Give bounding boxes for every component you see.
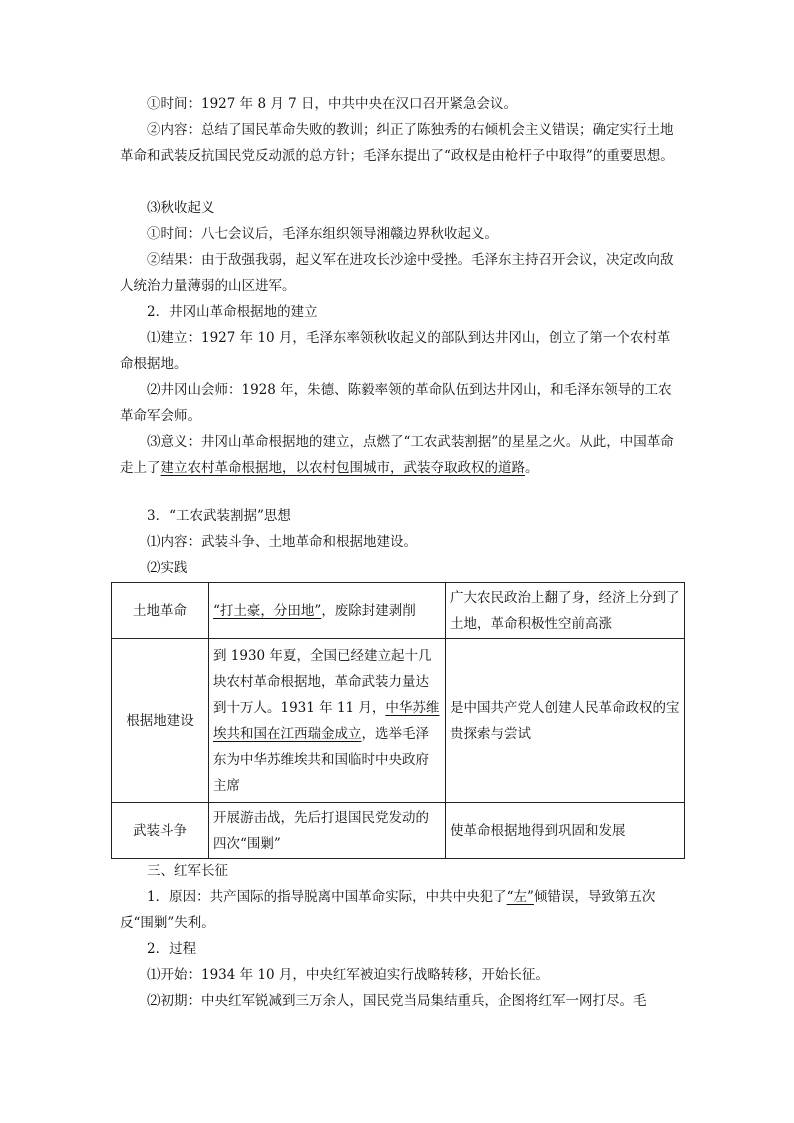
table-cell: 根据地建设 <box>112 639 209 803</box>
process-heading: 2．过程 <box>147 941 197 957</box>
table-cell: 是中国共产党人创建人民革命政权的宝贵探索与尝试 <box>446 639 685 803</box>
march-early-stage: ⑵初期：中央红军锐减到三万余人，国民党当局集结重兵，企图将红军一网打尽。毛 <box>147 993 647 1009</box>
march-cause <box>120 884 680 936</box>
cause-text: 1．原因：共产国际的指导脱离中国革命实际，中共中央犯了 <box>147 889 507 905</box>
base-significance <box>120 429 680 481</box>
table-cell: 使革命根据地得到巩固和发展 <box>446 803 685 859</box>
significance-underlined: 建立农村革命根据地，以农村包围城市，武装夺取政权的道路 <box>160 460 525 476</box>
uprising-time: ①时间：八七会议后，毛泽东组织领导湘赣边界秋收起义。 <box>147 226 498 242</box>
idea-content: ⑴内容：武装斗争、土地革命和根据地建设。 <box>147 534 417 550</box>
cause-end: 倾错误，导致第五次反“围剿”失利。 <box>120 889 656 931</box>
long-march-heading: 三、红军长征 <box>147 863 228 879</box>
uprising-result: ②结果：由于敌强我弱，起义军在进攻长沙途中受挫。毛泽东主持召开会议，决定改向敌人统治力量薄弱的山区进军。 <box>120 252 674 294</box>
section-3-heading: 3．“工农武装割据”思想 <box>147 508 291 524</box>
meeting-time: ①时间：1927 年 8 月 7 日，中共中央在汉口召开紧急会议。 <box>147 96 517 112</box>
jinggangshan-meeting: ⑵井冈山会师：1928 年，朱德、陈毅率领的革命队伍到达井冈山，和毛泽东领导的工农革命军会师。 <box>120 382 672 424</box>
table-cell-text: 到 1930 年夏，全国已经建立起十几块农村革命根据地，革命武装力量达到十万人。1931 年 11 月， <box>213 647 432 716</box>
practice-table <box>111 582 685 859</box>
march-start: ⑴开始：1934 年 10 月，中央红军被迫实行战略转移，开始长征。 <box>147 967 549 983</box>
table-row <box>112 803 685 859</box>
section-2-heading: 2．井冈山革命根据地的建立 <box>147 304 318 320</box>
table-cell-text: ，选举毛泽东为中华苏维埃共和国临时中央政府主席 <box>213 725 429 794</box>
table-cell <box>209 639 446 803</box>
cause-underlined: “左” <box>506 889 534 905</box>
meeting-content: ②内容：总结了国民革命失败的教训；纠正了陈独秀的右倾机会主义错误；确定实行土地革命和武装反抗国民党反动派的总方针；毛泽东提出了“政权是由枪杆子中取得”的重要思想。 <box>120 122 674 164</box>
practice-heading: ⑵实践 <box>147 560 188 576</box>
table-cell-text: ，废除封建剥削 <box>321 602 416 619</box>
table-cell <box>209 583 446 639</box>
table-cell-underlined: 中华苏维埃共和国在江西瑞金成立 <box>213 699 440 742</box>
base-establishment: ⑴建立：1927 年 10 月，毛泽东率领秋收起义的部队到达井冈山，创立了第一个农村革命根据地。 <box>120 330 671 372</box>
autumn-uprising-heading: ⑶秋收起义 <box>147 200 215 216</box>
table-cell-underlined: “打土豪，分田地” <box>213 602 322 619</box>
significance-end: 。 <box>525 460 539 476</box>
significance-text: ⑶意义：井冈山革命根据地的建立，点燃了“工农武装割据”的星星之火。从此，中国革命走上了 <box>120 434 674 476</box>
table-cell: 开展游击战，先后打退国民党发动的四次“围剿” <box>209 803 446 859</box>
table-cell: 广大农民政治上翻了身，经济上分到了土地，革命积极性空前高涨 <box>446 583 685 639</box>
table-cell: 土地革命 <box>112 583 209 639</box>
table-row <box>112 583 685 639</box>
table-cell: 武装斗争 <box>112 803 209 859</box>
table-row <box>112 639 685 803</box>
